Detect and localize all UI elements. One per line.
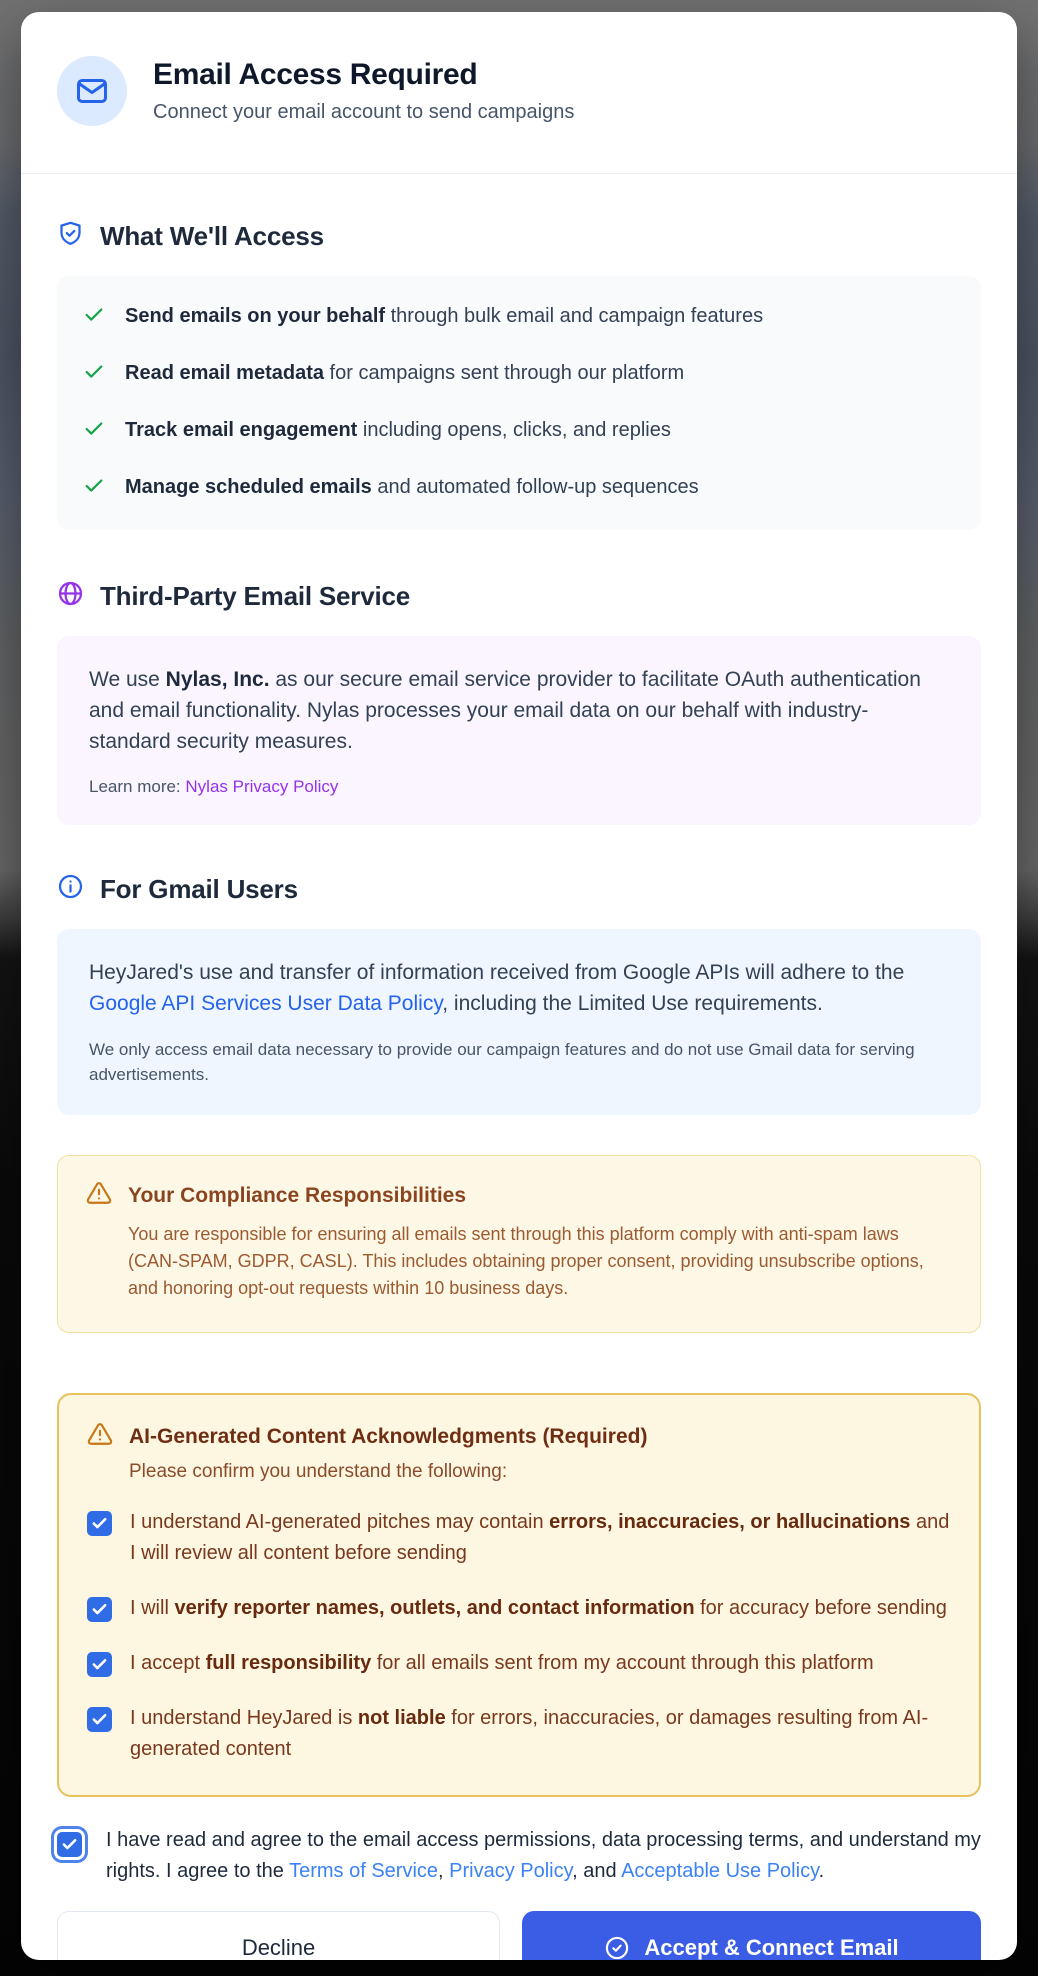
agreement-text xyxy=(106,1825,981,1887)
warning-triangle-icon xyxy=(86,1180,112,1211)
ai-checkbox-4[interactable] xyxy=(87,1707,112,1732)
access-item-text xyxy=(125,304,763,328)
access-list xyxy=(57,276,981,530)
ai-ack-item-text xyxy=(130,1703,951,1765)
dialog-header xyxy=(21,12,1017,174)
compliance-panel xyxy=(57,1155,981,1333)
ai-ack-item xyxy=(87,1648,951,1679)
ai-checkbox-1[interactable] xyxy=(87,1511,112,1536)
ai-ack-item-text xyxy=(130,1648,874,1679)
gmail-heading: For Gmail Users xyxy=(100,873,298,904)
text-segment: including opens, clicks, and replies xyxy=(357,419,671,441)
dialog-title: Email Access Required xyxy=(153,58,478,91)
text-segment: I will xyxy=(130,1597,175,1619)
text-segment: full responsibility xyxy=(205,1652,372,1674)
access-item-text xyxy=(125,475,699,499)
compliance-title: Your Compliance Responsibilities xyxy=(128,1183,467,1207)
text-segment: , xyxy=(438,1860,450,1882)
text-segment: for accuracy before sending xyxy=(694,1597,947,1619)
text-segment: Send emails on your behalf xyxy=(125,305,386,327)
text-segment: for errors, inaccuracies, or damages resulting from AI-generated content xyxy=(130,1707,929,1760)
third-party-text xyxy=(89,664,949,757)
ai-acknowledgments-panel xyxy=(57,1393,981,1797)
compliance-body: You are responsible for ensuring all emails sent through this platform comply with anti-spam laws (CAN-SPAM, GDPR, CASL). This includes obtaining proper consent, providing unsubscribe options, and honoring opt-out requests within 10 business days. xyxy=(128,1224,924,1298)
access-item xyxy=(83,418,955,445)
text-segment: HeyJared's use and transfer of information received from Google APIs will adhere to the xyxy=(89,961,905,984)
green-check-icon xyxy=(83,304,105,331)
text-segment: , including the Limited Use requirements. xyxy=(442,992,823,1015)
access-item xyxy=(83,304,955,331)
shield-check-icon xyxy=(57,220,84,252)
text-segment: I accept xyxy=(130,1652,206,1674)
text-segment: verify reporter names, outlets, and contact information xyxy=(174,1597,695,1619)
green-check-icon xyxy=(83,418,105,445)
text-segment: , and xyxy=(572,1860,622,1882)
text-segment: for all emails sent from my account through this platform xyxy=(371,1652,874,1674)
ai-ack-item xyxy=(87,1703,951,1765)
decline-button[interactable]: Decline xyxy=(57,1911,500,1960)
third-party-heading: Third-Party Email Service xyxy=(100,580,411,611)
agreement-row xyxy=(57,1825,981,1887)
text-segment: for campaigns sent through our platform xyxy=(323,362,685,384)
acceptable-use-policy-link[interactable]: Acceptable Use Policy xyxy=(621,1860,819,1882)
text-segment: and automated follow-up sequences xyxy=(371,476,699,498)
nylas-privacy-policy-link[interactable]: Nylas Privacy Policy xyxy=(185,777,339,796)
info-icon xyxy=(57,873,84,905)
text-segment: Manage scheduled emails xyxy=(125,476,372,498)
text-segment: not liable xyxy=(357,1707,446,1729)
dialog-subtitle: Connect your email account to send campaigns xyxy=(153,101,575,123)
text-segment: . xyxy=(818,1860,825,1882)
access-item xyxy=(83,361,955,388)
ai-checkbox-2[interactable] xyxy=(87,1597,112,1622)
gmail-panel xyxy=(57,929,981,1115)
accept-connect-button[interactable] xyxy=(522,1911,981,1960)
text-segment: Nylas, Inc. xyxy=(165,668,270,691)
text-segment: I understand AI-generated pitches may contain xyxy=(130,1511,550,1533)
terms-of-service-link[interactable]: Terms of Service xyxy=(289,1860,439,1882)
green-check-icon xyxy=(83,361,105,388)
gmail-note: We only access email data necessary to provide our campaign features and do not use Gmail data for serving advertisements. xyxy=(89,1040,915,1084)
text-segment: as our secure email service provider to facilitate OAuth authentication and email functionality. Nylas processes your email data on our behalf with industry-standard security measures. xyxy=(89,668,921,753)
ai-ack-item-text xyxy=(130,1593,947,1624)
text-segment: I understand HeyJared is xyxy=(130,1707,358,1729)
ai-checkbox-3[interactable] xyxy=(87,1652,112,1677)
text-segment: and I will review all content before sending xyxy=(130,1511,950,1564)
access-item-text xyxy=(125,361,684,385)
agreement-checkbox[interactable] xyxy=(57,1832,82,1857)
access-item xyxy=(83,475,955,502)
email-access-dialog xyxy=(21,12,1017,1960)
globe-icon xyxy=(57,580,84,612)
third-party-panel xyxy=(57,636,981,825)
ai-ack-title: AI-Generated Content Acknowledgments (Required) xyxy=(129,1424,648,1448)
text-segment: We use xyxy=(89,668,166,691)
text-segment: Read email metadata xyxy=(125,362,324,384)
warning-triangle-icon xyxy=(87,1421,113,1452)
access-item-text xyxy=(125,418,671,442)
check-circle-icon xyxy=(604,1935,630,1961)
text-segment: errors, inaccuracies, or hallucinations xyxy=(549,1511,911,1533)
mail-icon xyxy=(57,56,127,126)
access-heading: What We'll Access xyxy=(100,220,324,251)
ai-ack-item-text xyxy=(130,1507,951,1569)
ai-ack-item xyxy=(87,1507,951,1569)
text-segment: through bulk email and campaign features xyxy=(385,305,764,327)
text-segment: I have read and agree to the email access permissions, data processing terms, and understand my rights. I agree to the xyxy=(106,1829,981,1882)
green-check-icon xyxy=(83,475,105,502)
gmail-text xyxy=(89,957,949,1019)
ai-ack-item xyxy=(87,1593,951,1624)
learn-more-line: Learn more: Nylas Privacy Policy xyxy=(89,777,339,796)
google-api-policy-link[interactable]: Google API Services User Data Policy xyxy=(89,992,443,1015)
ai-ack-subtitle: Please confirm you understand the following: xyxy=(129,1461,508,1482)
accept-button-label: Accept & Connect Email xyxy=(644,1934,899,1960)
privacy-policy-link[interactable]: Privacy Policy xyxy=(449,1860,573,1882)
text-segment: Track email engagement xyxy=(125,419,358,441)
